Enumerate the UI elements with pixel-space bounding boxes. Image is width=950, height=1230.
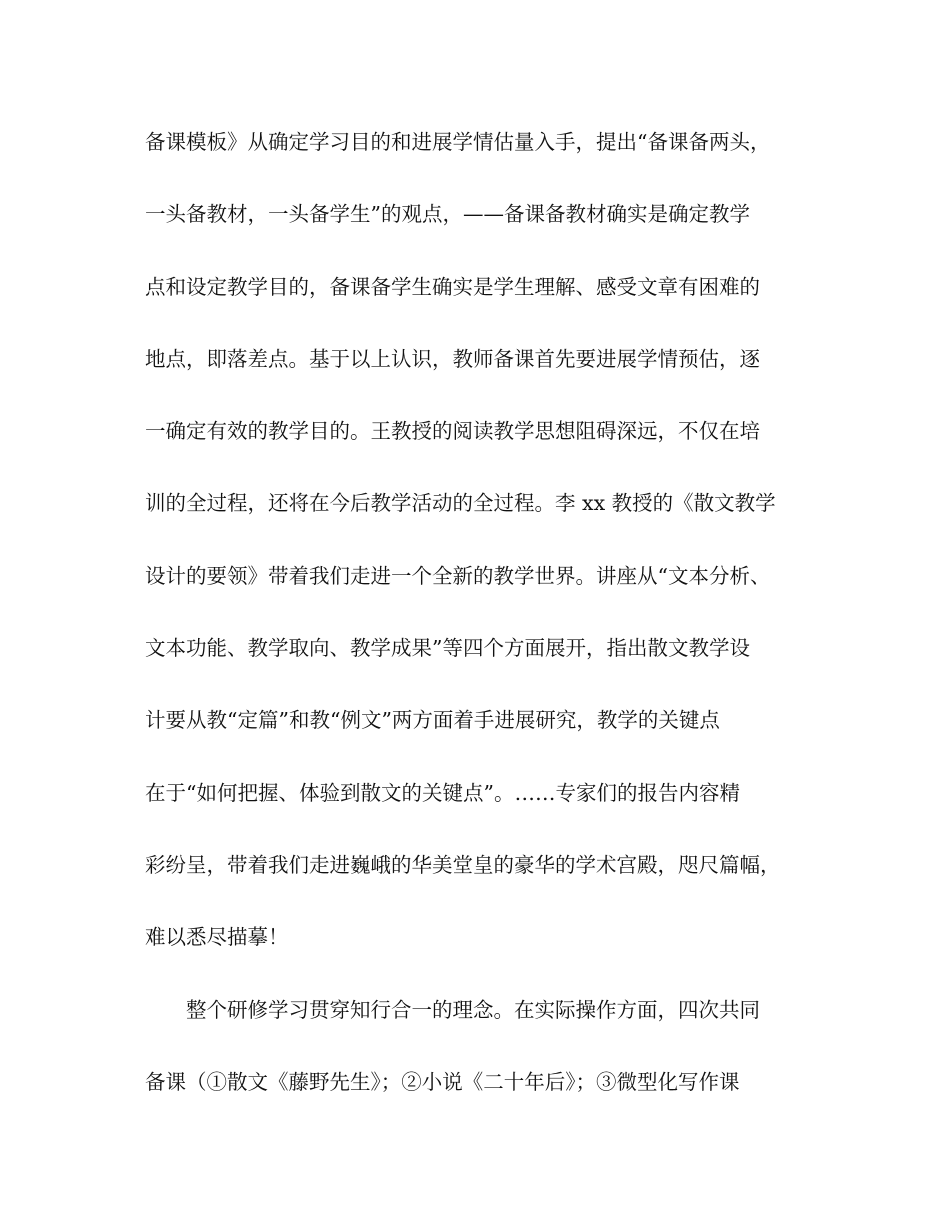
text-line: 备课（①散文《藤野先生》；②小说《二十年后》；③微型化写作课 (145, 1069, 740, 1094)
text-line: 彩纷呈，带着我们走进巍峨的华美堂皇的豪华的学术宫殿，咫尺篇幅， (145, 852, 781, 877)
text-line: 一确定有效的教学目的。王教授的阅读教学思想阻碍深远，不仅在培 (145, 419, 760, 444)
text-line: 文本功能、教学取向、教学成果”等四个方面展开，指出散文教学设 (145, 636, 750, 661)
paragraph-first-line: 整个研修学习贯穿知行合一的理念。在实际操作方面，四次共同 (186, 997, 760, 1022)
text-line: 难以悉尽描摹！ (145, 925, 289, 950)
text-line: 备课模板》从确定学习目的和进展学情估量入手，提出“备课备两头， (145, 130, 771, 154)
text-line: 训的全过程，还将在今后教学活动的全过程。李 xx 教授的《散文教学 (145, 491, 776, 516)
text-line: 地点，即落差点。基于以上认识，教师备课首先要进展学情预估，逐 (145, 346, 760, 371)
text-line: 设计的要领》带着我们走进一个全新的教学世界。讲座从“文本分析、 (145, 563, 771, 588)
text-line: 一头备教材，一头备学生”的观点，——备课备教材确实是确定教学 (145, 202, 750, 227)
text-line: 点和设定教学目的，备课备学生确实是学生理解、感受文章有困难的 (145, 274, 760, 299)
text-line: 计要从教“定篇”和教“例文”两方面着手进展研究，教学的关键点 (145, 708, 720, 733)
text-line: 在于“如何把握、体验到散文的关键点”。……专家们的报告内容精 (145, 780, 740, 805)
body-text (145, 122, 825, 1134)
